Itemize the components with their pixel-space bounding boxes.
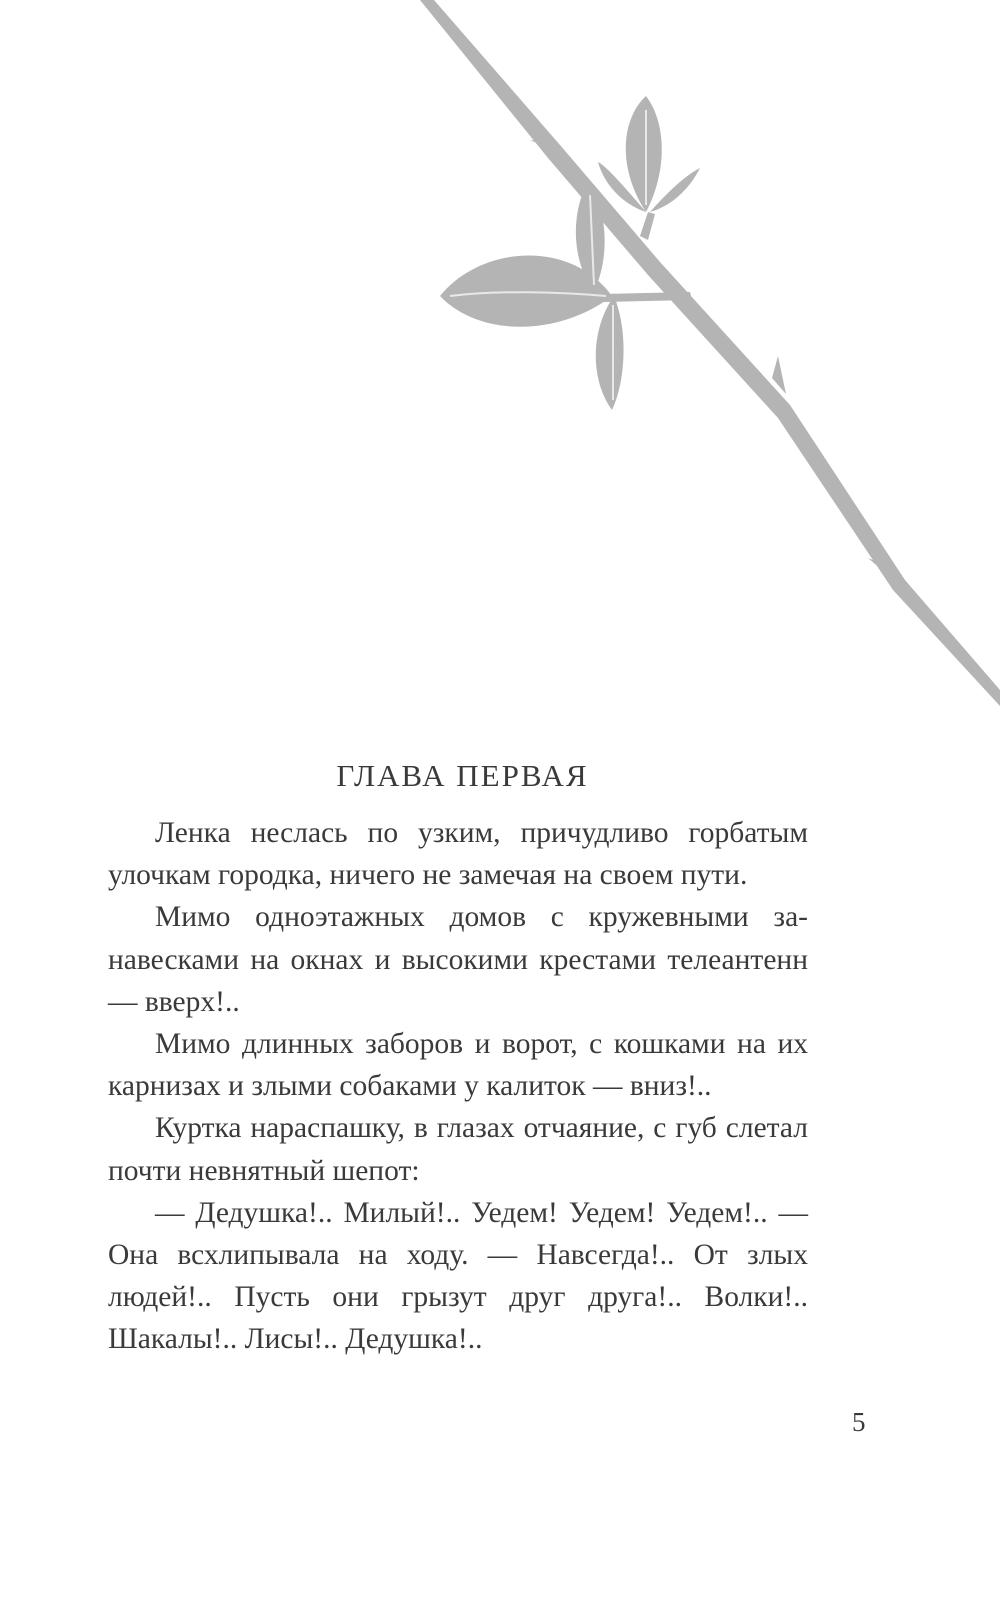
- rose-branch-icon: [0, 0, 1000, 720]
- paragraph: Мимо одноэтажных домов с кружевными занавесками на окнах и высокими крестами телеантенн — вверх!..: [108, 901, 808, 1018]
- paragraph: — Дедушка!.. Милый!.. Уедем! Уедем! Уедем!.. — Она всхлипывала на ходу. — Навсегда!.. От злых людей!.. Пусть они грызут друг друга!.. Волки!.. Шакалы!.. Лисы!.. Дедушка!..: [108, 1196, 808, 1356]
- chapter-title: ГЛАВА ПЕРВАЯ: [336, 758, 589, 793]
- page-number: 5: [852, 1407, 866, 1437]
- paragraph: Ленка неслась по узким, причудливо горбатым улочкам городка, ничего не замечая на своем пути.: [108, 817, 808, 892]
- paragraph: Куртка нараспашку, в глазах отчаяние, с губ слетал почти невнятный шепот:: [108, 1112, 808, 1187]
- chapter-text: [108, 812, 808, 1361]
- paragraph: Мимо длинных заборов и ворот, с кошками на их карнизах и злыми собаками у калиток — вниз!..: [108, 1028, 808, 1103]
